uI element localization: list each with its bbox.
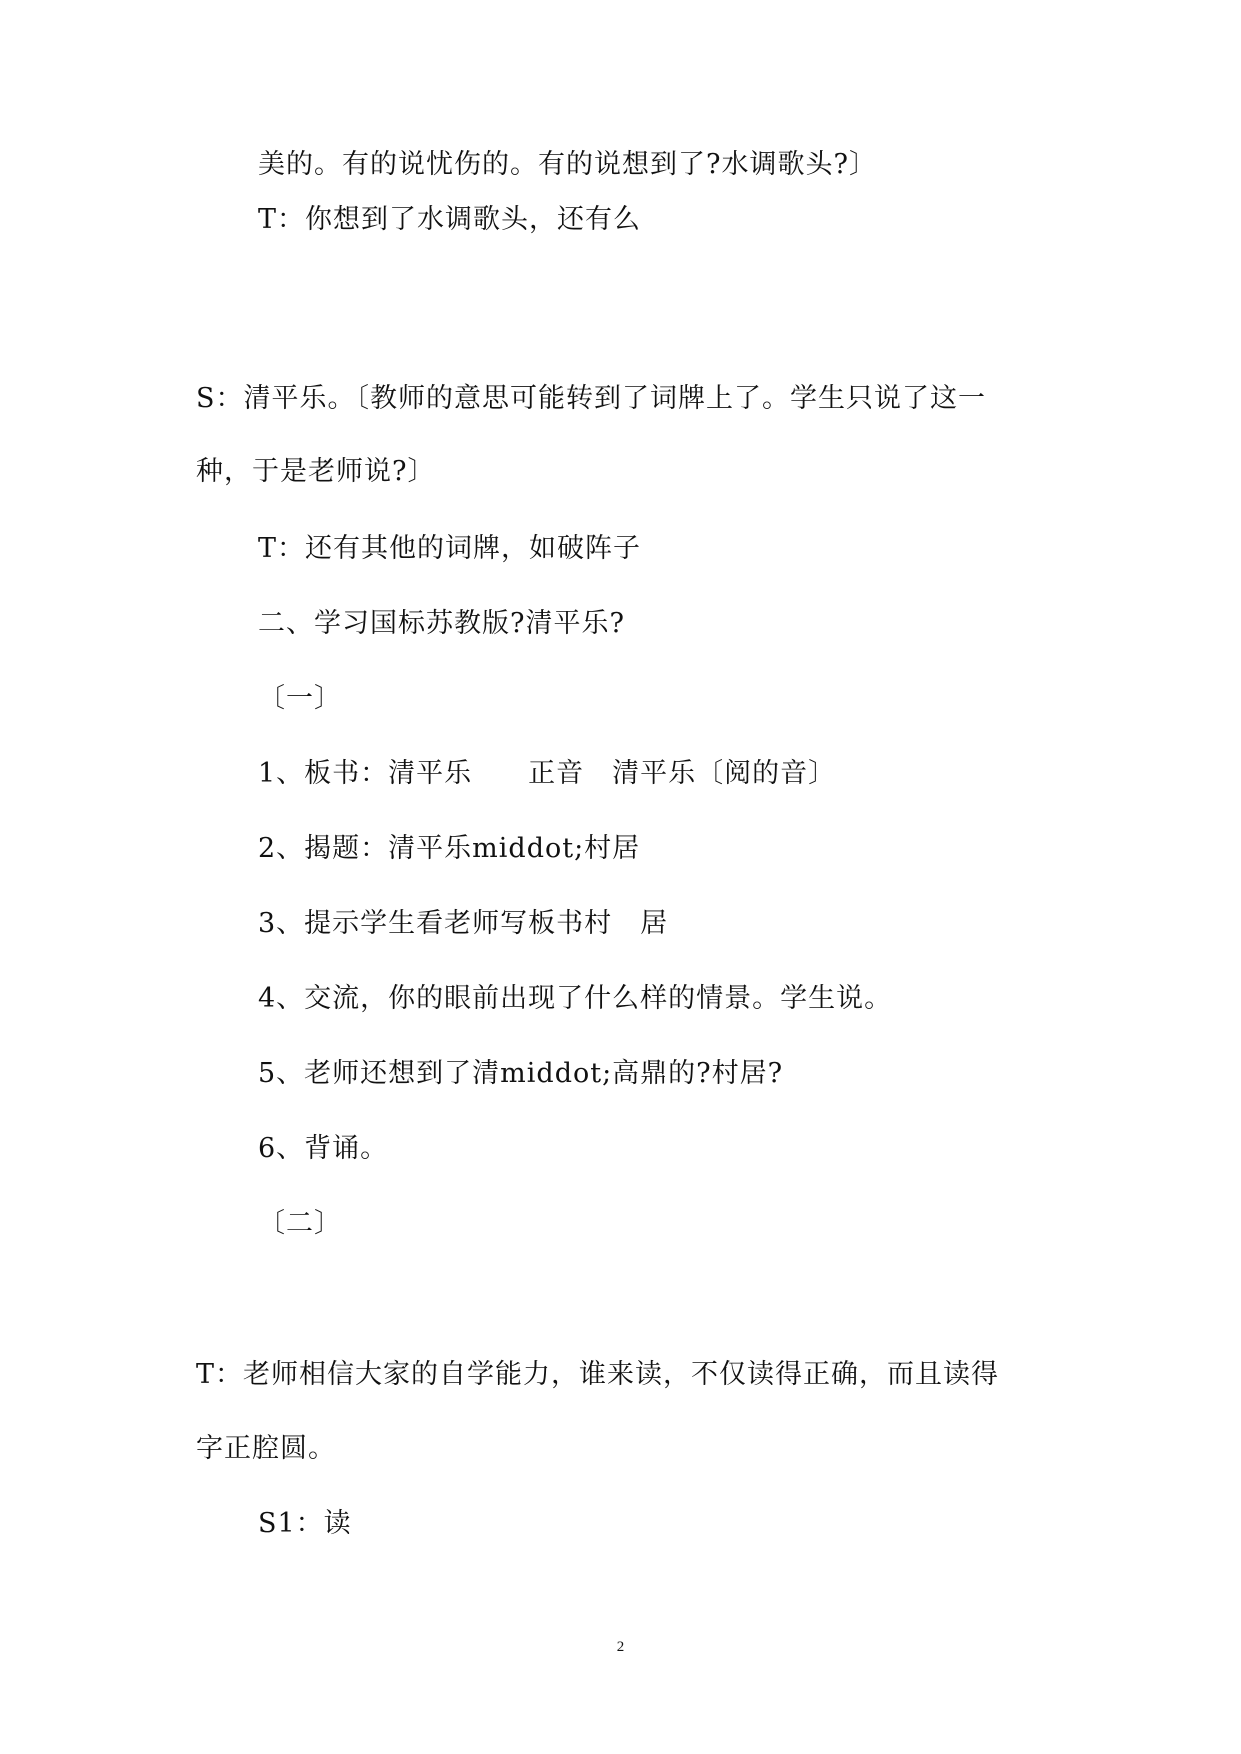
list-item: 1、板书：清平乐 正音 清平乐〔阅的音〕 — [258, 758, 837, 789]
list-item: 2、揭题：清平乐middot;村居 — [258, 833, 641, 864]
text-line: T：老师相信大家的自学能力，谁来读，不仅读得正确，而且读得 — [196, 1359, 1000, 1390]
list-item: 3、提示学生看老师写板书村 居 — [258, 908, 669, 939]
text-line: 美的。有的说忧伤的。有的说想到了?水调歌头?〕 — [258, 149, 877, 180]
text-line: S1：读 — [258, 1508, 352, 1539]
text-line: 字正腔圆。 — [196, 1433, 336, 1464]
text-line: T：你想到了水调歌头，还有么 — [258, 204, 642, 235]
list-item: 5、老师还想到了清middot;高鼎的?村居? — [258, 1058, 784, 1089]
text-line: T：还有其他的词牌，如破阵子 — [258, 533, 642, 564]
list-item: 4、交流，你的眼前出现了什么样的情景。学生说。 — [258, 983, 893, 1014]
page-number: 2 — [616, 1639, 625, 1655]
section-heading: 二、学习国标苏教版?清平乐? — [258, 608, 625, 639]
list-item: 6、背诵。 — [258, 1133, 389, 1164]
subsection-heading: 〔二〕 — [258, 1208, 342, 1239]
text-line: 种，于是老师说?〕 — [196, 456, 436, 487]
subsection-heading: 〔一〕 — [258, 683, 342, 714]
text-line: S：清平乐。〔教师的意思可能转到了词牌上了。学生只说了这一 — [196, 383, 986, 414]
